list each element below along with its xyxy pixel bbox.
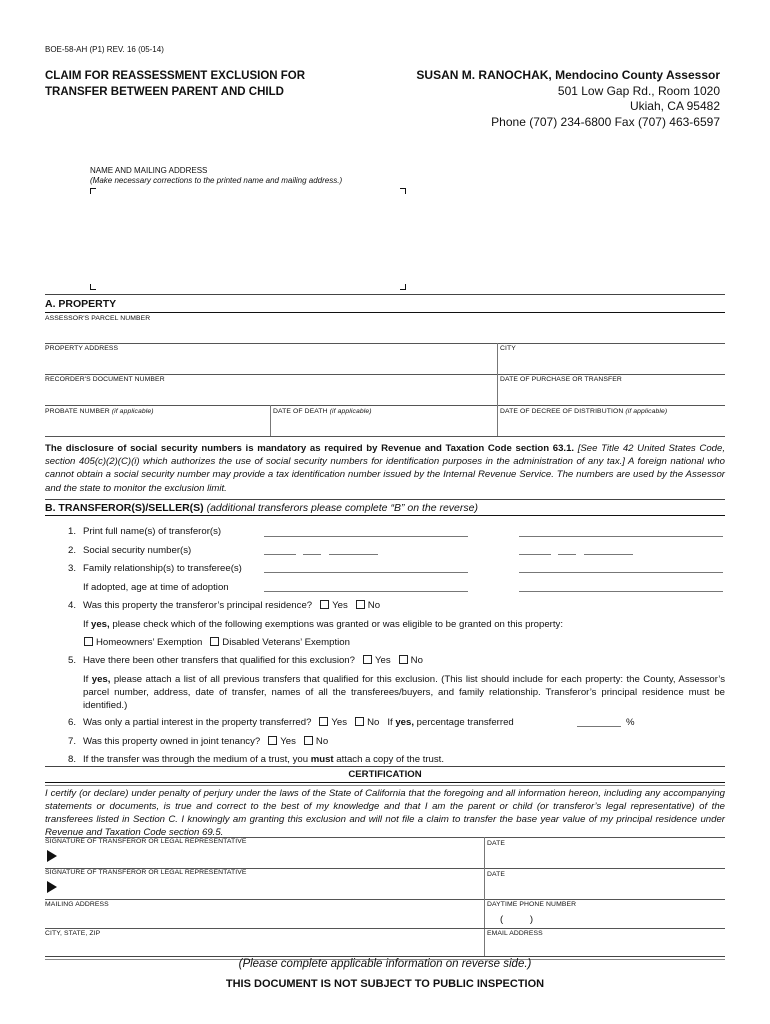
email-label: EMAIL ADDRESS xyxy=(487,930,543,937)
transferor-name-2-field[interactable] xyxy=(519,536,723,537)
mailing-address-label: NAME AND MAILING ADDRESS (Make necessary corrections to the printed name and mailing address.) xyxy=(90,166,343,185)
q5-yes-checkbox[interactable] xyxy=(363,655,372,664)
transferor-name-1-field[interactable] xyxy=(264,536,468,537)
city-field[interactable] xyxy=(500,353,725,373)
public-inspection-notice: THIS DOCUMENT IS NOT SUBJECT TO PUBLIC INSPECTION xyxy=(225,978,545,990)
divider xyxy=(45,312,725,313)
divider xyxy=(45,294,725,295)
divider xyxy=(45,785,725,786)
death-date-field[interactable] xyxy=(273,416,495,436)
q6-yes-checkbox[interactable] xyxy=(319,717,328,726)
phone-field[interactable]: ( ) xyxy=(500,914,534,925)
signature-2-field[interactable] xyxy=(60,877,480,897)
question-6: 6. Was only a partial interest in the property transferred? Yes No If yes, percentage transferred xyxy=(68,717,514,728)
homeowners-exemption-checkbox[interactable] xyxy=(84,637,93,646)
decree-date-label: DATE OF DECREE OF DISTRIBUTION (if applicable) xyxy=(500,408,668,415)
divider xyxy=(45,766,725,767)
divider xyxy=(45,928,725,929)
adoption-age-label: If adopted, age at time of adoption xyxy=(83,582,229,593)
ssn-1-part-1[interactable] xyxy=(264,554,296,555)
mailing-address-area[interactable] xyxy=(90,192,406,284)
relationship-1-field[interactable] xyxy=(264,572,468,573)
mailing-address-field[interactable] xyxy=(45,909,481,928)
assessor-address-2: Ukiah, CA 95482 xyxy=(629,99,720,113)
city-label: CITY xyxy=(500,345,516,352)
form-title: CLAIM FOR REASSESSMENT EXCLUSION FOR TRANSFER BETWEEN PARENT AND CHILD xyxy=(45,70,306,98)
ssn-2-part-3[interactable] xyxy=(584,554,633,555)
divider xyxy=(484,868,485,899)
city-state-zip-field[interactable] xyxy=(45,938,481,956)
divider xyxy=(497,405,498,436)
adoption-age-1-field[interactable] xyxy=(264,591,468,592)
certification-title: CERTIFICATION xyxy=(348,769,422,780)
signature-1-field[interactable] xyxy=(60,846,480,866)
question-7: 7. Was this property owned in joint tenancy? Yes No xyxy=(68,736,329,747)
question-5: 5. Have there been other transfers that qualified for this exclusion? Yes No xyxy=(68,655,423,666)
question-2: 2. Social security number(s) xyxy=(68,545,192,556)
divider xyxy=(270,405,271,436)
veterans-exemption-checkbox[interactable] xyxy=(210,637,219,646)
relationship-2-field[interactable] xyxy=(519,572,723,573)
assessor-name: SUSAN M. RANOCHAK, Mendocino County Assessor xyxy=(416,68,720,82)
divider xyxy=(45,899,725,900)
question-8: 8. If the transfer was through the medium of a trust, you must attach a copy of the trust. xyxy=(68,754,445,765)
property-address-label: PROPERTY ADDRESS xyxy=(45,345,119,352)
arrow-right-icon xyxy=(47,850,57,862)
arrow-right-icon xyxy=(47,881,57,893)
divider xyxy=(45,405,725,406)
ssn-2-part-2[interactable] xyxy=(558,554,576,555)
divider xyxy=(45,343,725,344)
city-state-zip-label: CITY, STATE, ZIP xyxy=(45,930,101,937)
recorder-document-field[interactable] xyxy=(45,384,495,404)
decree-date-field[interactable] xyxy=(500,416,725,436)
probate-number-label: PROBATE NUMBER (if applicable) xyxy=(45,408,154,415)
divider xyxy=(45,515,725,516)
q4-no-checkbox[interactable] xyxy=(356,600,365,609)
corner-mark xyxy=(400,284,406,290)
phone-label: DAYTIME PHONE NUMBER xyxy=(487,901,577,908)
divider xyxy=(45,782,725,783)
percent-sign: % xyxy=(626,717,635,728)
divider xyxy=(484,837,485,868)
form-id: BOE-58-AH (P1) REV. 16 (05-14) xyxy=(45,45,164,54)
section-a-heading: A. PROPERTY xyxy=(45,298,117,310)
q7-no-checkbox[interactable] xyxy=(304,736,313,745)
ssn-1-part-2[interactable] xyxy=(303,554,321,555)
reverse-side-note: (Please complete applicable information on reverse side.) xyxy=(238,958,532,970)
ssn-2-part-1[interactable] xyxy=(519,554,551,555)
q4-instructions: If yes, please check which of the following exemptions was granted or was eligible to be granted on this property: xyxy=(83,619,563,630)
date-1-label: DATE xyxy=(487,840,506,847)
exemption-options: Homeowners’ Exemption Disabled Veterans’ Exemption xyxy=(76,636,350,649)
purchase-date-label: DATE OF PURCHASE OR TRANSFER xyxy=(500,376,622,383)
email-field[interactable] xyxy=(487,938,725,956)
divider xyxy=(45,436,725,437)
corner-mark xyxy=(90,284,96,290)
q7-yes-checkbox[interactable] xyxy=(268,736,277,745)
percentage-field[interactable] xyxy=(577,726,621,727)
section-b-heading: B. TRANSFEROR(S)/SELLER(S) (additional transferors please complete “B” on the reverse) xyxy=(45,502,478,514)
probate-number-field[interactable] xyxy=(45,416,267,436)
divider xyxy=(45,374,725,375)
assessor-block xyxy=(416,68,720,130)
divider xyxy=(45,499,725,500)
signature-1-label: SIGNATURE OF TRANSFEROR OR LEGAL REPRESENTATIVE xyxy=(45,838,247,845)
death-date-label: DATE OF DEATH (if applicable) xyxy=(273,408,372,415)
assessor-address-1: 501 Low Gap Rd., Room 1020 xyxy=(557,83,720,98)
date-2-label: DATE xyxy=(487,871,506,878)
adoption-age-2-field[interactable] xyxy=(519,591,723,592)
q4-yes-checkbox[interactable] xyxy=(320,600,329,609)
signature-2-label: SIGNATURE OF TRANSFEROR OR LEGAL REPRESENTATIVE xyxy=(45,869,247,876)
q6-no-checkbox[interactable] xyxy=(355,717,364,726)
apn-label: ASSESSOR'S PARCEL NUMBER xyxy=(45,315,151,322)
q5-instructions: If yes, please attach a list of all previous transfers that qualified for this exclusion. (This list should include for each property: the County, Assessor’s parcel number, address, date of transfer, names of all the transferees/buyers, and family relationship. Transferor’s principal residence must be identified.) xyxy=(83,674,725,711)
certification-text: I certify (or declare) under penalty of perjury under the laws of the State of California that the foregoing and all information hereon, including any accompanying statements or documents, is true and correct to the best of my knowledge and that I am the parent or child (or transferor’s legal representative) of the transferees listed in Section C. I knowingly am granting this exclusion and will not file a claim to transfer the base year value of my principal residence under Revenue and Taxation Code section 69.5. xyxy=(45,788,725,838)
apn-field[interactable] xyxy=(45,323,725,343)
date-1-field[interactable] xyxy=(487,848,725,867)
assessor-phone: Phone (707) 234-6800 Fax (707) 463-6597 xyxy=(491,114,720,129)
q5-no-checkbox[interactable] xyxy=(399,655,408,664)
date-2-field[interactable] xyxy=(487,879,725,898)
mailing-address-field-label: MAILING ADDRESS xyxy=(45,901,109,908)
recorder-document-label: RECORDER'S DOCUMENT NUMBER xyxy=(45,376,165,383)
question-3: 3. Family relationship(s) to transferee(s) xyxy=(68,563,242,574)
ssn-1-part-3[interactable] xyxy=(329,554,378,555)
question-1: 1. Print full name(s) of transferor(s) xyxy=(68,526,222,537)
divider xyxy=(497,374,498,405)
property-address-field[interactable] xyxy=(45,353,495,373)
purchase-date-field[interactable] xyxy=(500,384,725,404)
divider xyxy=(497,343,498,374)
divider xyxy=(45,956,725,957)
question-4: 4. Was this property the transferor’s principal residence? Yes No xyxy=(68,600,381,611)
ssn-disclosure: The disclosure of social security numbers is mandatory as required by Revenue and Taxation Code section 63.1. [See Title 42 United States Code, section 405(c)(2)(C)(i) which authorizes the use of social security numbers for identification purposes in the administration of any tax.] A foreign national who cannot obtain a social security number may provide a tax identification number issued by the Internal Revenue Service. The numbers are used by the Assessor and the state to monitor the exclusion limit. xyxy=(45,443,725,494)
